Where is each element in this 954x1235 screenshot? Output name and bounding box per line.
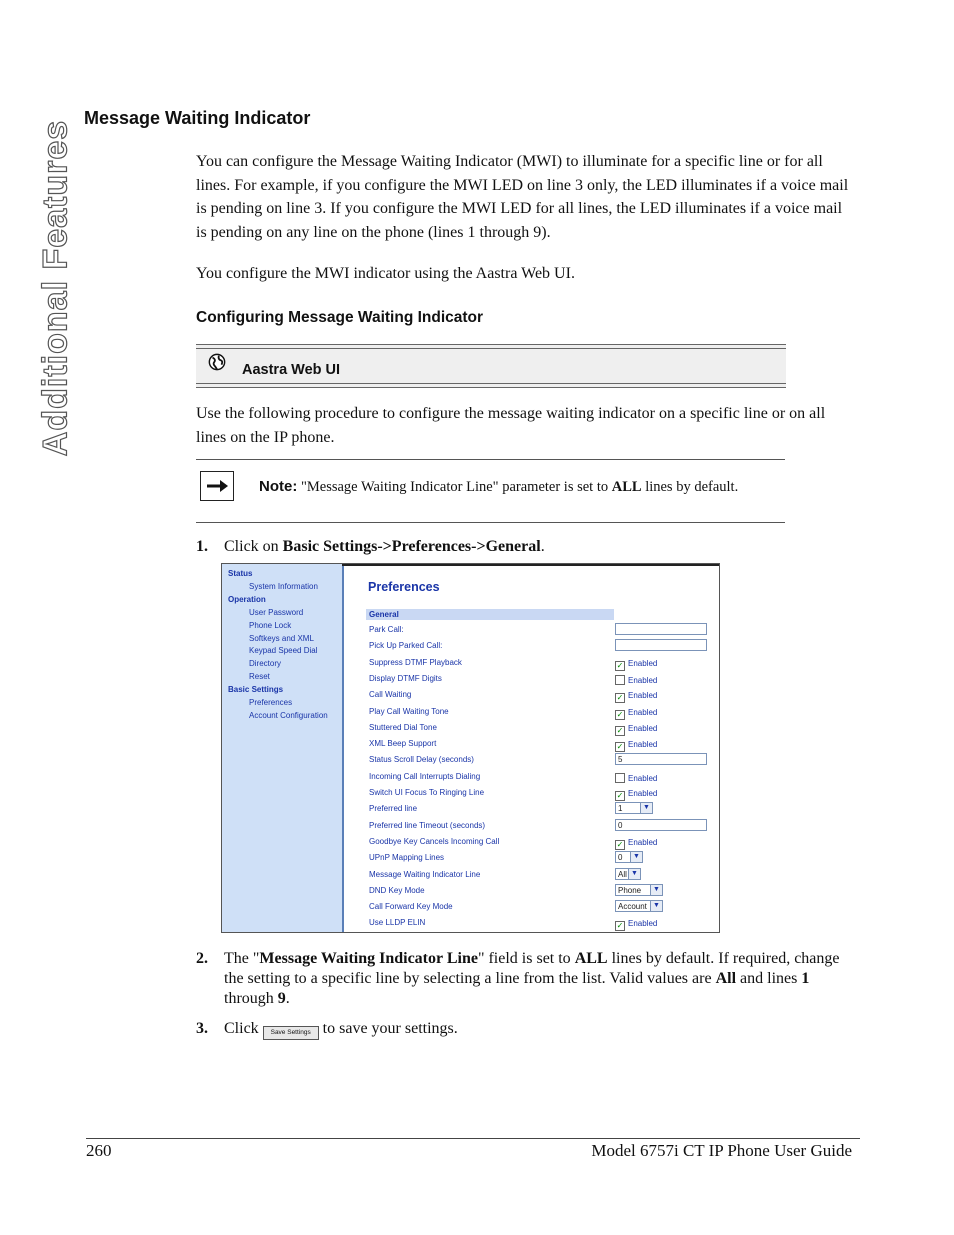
chapter-label: Additional Features — [36, 119, 75, 457]
general-section-label: General — [369, 610, 399, 619]
chevron-down-icon[interactable]: ▼ — [628, 869, 640, 879]
checkbox-label: Enabled — [628, 675, 658, 685]
dropdown-value: 1 — [618, 804, 623, 814]
step-text-part: Click — [224, 1020, 263, 1037]
setting-dropdown[interactable] — [615, 802, 653, 814]
checkmark-icon[interactable]: ✓ — [616, 791, 624, 800]
step-text-part: lines by default. If required, change the setting to a specific line by selecting a line from the list. Valid values are — [224, 950, 840, 987]
dropdown-value: Phone — [618, 885, 642, 895]
setting-checkbox[interactable] — [615, 659, 657, 671]
setting-text-input[interactable] — [615, 623, 707, 635]
nav-section[interactable]: Operation — [228, 594, 266, 604]
step-text-part: through — [224, 990, 278, 1007]
setting-label: Play Call Waiting Tone — [369, 706, 449, 716]
preferences-title: Preferences — [368, 580, 440, 594]
setting-text-input[interactable] — [615, 639, 707, 651]
note-bold: ALL — [611, 479, 642, 495]
checkmark-icon[interactable]: ✓ — [616, 921, 624, 931]
chevron-down-icon[interactable]: ▼ — [650, 901, 662, 911]
setting-text-input[interactable]: 0 — [615, 819, 707, 831]
bold-term: ALL — [574, 950, 608, 967]
checkbox-label: Enabled — [628, 919, 658, 929]
page-number: 260 — [86, 1141, 112, 1160]
nav-section[interactable]: Status — [228, 569, 253, 578]
step-text-part: . — [285, 990, 290, 1007]
setting-dropdown[interactable] — [615, 868, 641, 880]
checkmark-icon[interactable]: ✓ — [616, 839, 624, 849]
setting-dropdown[interactable] — [615, 884, 663, 896]
nav-section[interactable]: Basic Settings — [228, 685, 284, 695]
section-heading: Message Waiting Indicator — [84, 108, 311, 128]
step-text-part: . — [540, 538, 545, 555]
step-text-part: " field is set to — [477, 950, 575, 967]
setting-checkbox[interactable] — [615, 773, 657, 783]
nav-link[interactable]: Preferences — [249, 698, 293, 707]
step-text — [224, 537, 856, 557]
setting-checkbox[interactable] — [615, 724, 657, 736]
bold-term: All — [715, 970, 737, 987]
procedure-intro: Use the following procedure to configure the message waiting indicator on a specific line or on all lines on the IP phone. — [196, 405, 826, 446]
empty-checkbox-icon[interactable] — [615, 675, 625, 685]
step-text-part: Click on — [224, 538, 283, 555]
setting-checkbox[interactable] — [615, 675, 657, 685]
checkbox-label: Enabled — [628, 691, 658, 701]
chapter-side-title — [36, 108, 76, 468]
nav-link[interactable]: Reset — [249, 672, 270, 682]
webui-label: Aastra Web UI — [242, 362, 341, 378]
setting-label: XML Beep Support — [369, 739, 437, 749]
nav-link[interactable]: Directory — [249, 659, 282, 669]
note-bottom-rule — [196, 522, 785, 523]
bold-term: 9 — [277, 990, 286, 1007]
checkbox-label: Enabled — [628, 789, 658, 798]
step-number: 1. — [196, 538, 208, 555]
setting-label: Goodbye Key Cancels Incoming Call — [369, 836, 500, 846]
step-text — [224, 949, 856, 1009]
checkbox-label: Enabled — [628, 658, 658, 668]
setting-label: UPnP Mapping Lines — [369, 853, 445, 863]
setting-checkbox[interactable] — [615, 708, 657, 720]
chevron-down-icon[interactable]: ▼ — [650, 885, 662, 895]
setting-text-input[interactable]: 5 — [615, 753, 707, 765]
intro-paragraph: You can configure the Message Waiting Indicator (MWI) to illuminate for a specific line or for all lines. For example, if you configure the MWI LED on line 3 only, the LED illuminates if a voice mail is pending on line 3. If you configure the MWI LED for all lines, the LED illuminates if a voice mail is pending on any line on the phone (lines 1 through 9). — [196, 153, 849, 241]
setting-label: Incoming Call Interrupts Dialing — [369, 771, 481, 781]
note-text-before: "Message Waiting Indicator Line" parameter is set to — [297, 479, 612, 495]
setting-label: Use LLDP ELIN — [369, 918, 426, 928]
field-name: Message Waiting Indicator Line — [259, 950, 478, 967]
subsection-heading: Configuring Message Waiting Indicator — [196, 309, 484, 326]
chevron-down-icon[interactable]: ▼ — [640, 803, 652, 813]
menu-path: Basic Settings->Preferences->General — [282, 538, 541, 555]
step-text-part: to save your settings. — [318, 1020, 458, 1037]
setting-label: Preferred line Timeout (seconds) — [369, 820, 486, 830]
checkmark-icon[interactable]: ✓ — [616, 725, 624, 735]
step-text-part: The " — [224, 950, 260, 967]
nav-link[interactable]: Softkeys and XML — [249, 633, 314, 643]
setting-label: Status Scroll Delay (seconds) — [369, 755, 474, 765]
step-number: 2. — [196, 950, 208, 967]
step-number: 3. — [196, 1020, 208, 1037]
step-text — [224, 1019, 856, 1040]
checkbox-label: Enabled — [628, 837, 658, 847]
nav-link[interactable]: Keypad Speed Dial — [249, 646, 318, 656]
web-ui-screenshot — [221, 563, 720, 933]
setting-checkbox[interactable] — [615, 691, 657, 703]
footer-rule — [86, 1138, 860, 1139]
setting-checkbox[interactable] — [615, 740, 657, 752]
general-section-bar — [366, 609, 614, 620]
setting-dropdown[interactable] — [615, 900, 663, 912]
nav-link[interactable]: System Information — [249, 581, 318, 591]
setting-label: Call Forward Key Mode — [369, 902, 453, 912]
checkmark-icon[interactable]: ✓ — [616, 709, 624, 719]
setting-label: Pick Up Parked Call: — [369, 641, 443, 651]
setting-label: Display DTMF Digits — [369, 673, 442, 683]
guide-title: Model 6757i CT IP Phone User Guide — [591, 1141, 852, 1160]
dropdown-value: All — [618, 869, 627, 879]
chevron-down-icon[interactable]: ▼ — [630, 852, 642, 862]
note — [259, 478, 738, 496]
globe-icon — [208, 353, 226, 371]
step-2 — [196, 949, 856, 1011]
checkbox-label: Enabled — [628, 723, 658, 733]
web-ui-nav — [222, 564, 344, 932]
checkbox-label: Enabled — [628, 707, 658, 717]
save-settings-button[interactable]: Save Settings — [263, 1026, 319, 1040]
setting-label: Preferred line — [369, 804, 418, 814]
nav-link[interactable]: User Password — [249, 607, 304, 617]
nav-link[interactable]: Account Configuration — [249, 710, 328, 720]
webui-banner — [196, 344, 786, 388]
checkmark-icon[interactable]: ✓ — [616, 660, 624, 670]
setting-label: Park Call: — [369, 625, 404, 634]
setting-checkbox[interactable] — [615, 919, 657, 931]
checkmark-icon[interactable]: ✓ — [616, 742, 624, 752]
checkbox-label: Enabled — [628, 773, 658, 783]
setting-label: DND Key Mode — [369, 885, 425, 895]
setting-dropdown[interactable] — [615, 851, 643, 863]
note-arrow-icon — [200, 471, 234, 501]
note-top-rule — [196, 459, 785, 460]
setting-label: Suppress DTMF Playback — [369, 657, 462, 667]
setting-label: Switch UI Focus To Ringing Line — [369, 788, 485, 797]
checkmark-icon[interactable]: ✓ — [616, 693, 624, 703]
setting-label: Stuttered Dial Tone — [369, 722, 437, 732]
empty-checkbox-icon[interactable] — [615, 773, 625, 783]
dropdown-value: 0 — [618, 853, 623, 863]
nav-link[interactable]: Phone Lock — [249, 620, 292, 630]
bold-term: 1 — [801, 970, 810, 987]
setting-checkbox[interactable] — [615, 789, 657, 801]
setting-label: Message Waiting Indicator Line — [369, 869, 481, 879]
dropdown-value: Account — [618, 902, 647, 912]
web-ui-top-rule — [342, 564, 719, 566]
setting-label: Call Waiting — [369, 690, 412, 700]
setting-checkbox[interactable] — [615, 838, 657, 850]
webui-paragraph: You configure the MWI indicator using the Aastra Web UI. — [196, 265, 575, 282]
checkbox-label: Enabled — [628, 740, 658, 750]
note-label: Note: — [259, 478, 298, 495]
step-text-part: and lines — [736, 970, 802, 987]
note-text-after: lines by default. — [641, 479, 739, 495]
